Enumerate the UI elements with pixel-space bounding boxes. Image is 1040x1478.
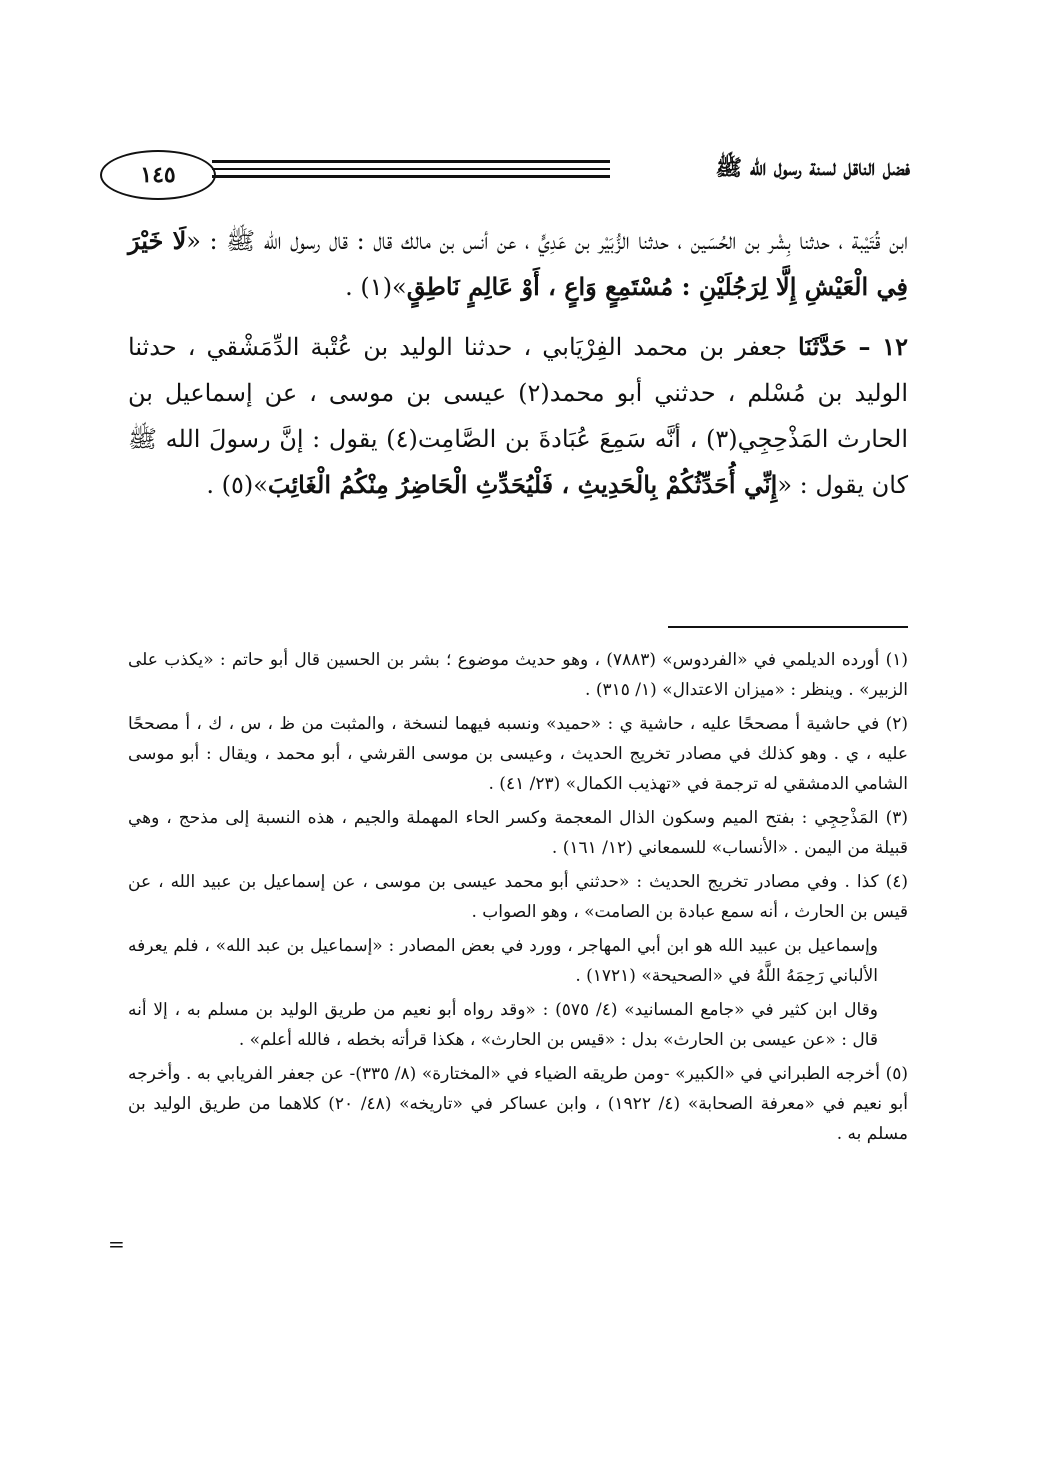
footnote-4-continued: وقال ابن كثير في «جامع المسانيد» (٤/ ٥٧٥) : «وقد رواه أبو نعيم من طريق الوليد بن مسلم به ، إلا أنه قال : «عن عيسى بن الحارث» بدل : «قيس بن الحارث» ، هكذا قرأته بخطه ، فالله أعلم» . — [128, 1000, 879, 1050]
hadith-number: ١٢ – حَدَّثَنَا — [798, 332, 908, 361]
paragraph-1 — [128, 218, 908, 310]
main-text — [128, 218, 908, 522]
footnote-separator — [668, 626, 908, 628]
p2-text-a: جعفر بن محمد الفِرْيَابي ، حدثنا الوليد بن عُتْبة الدِّمَشْقي ، حدثنا الوليد بن مُسْلم ، حدثني أبو محمد(٢) عيسى بن موسى ، عن إسماعيل بن الحارث المَذْحِجِي(٣) ، أنَّه سَمِعَ عُبَادةَ بن الصَّامِت(٤) يقول : إنَّ رسولَ الله ﷺ كان يقول : « — [128, 333, 908, 499]
p1-text-a: ابن قُتَيْبة ، حدثنا بِشْر بن الحُسَين ، حدثنا الزُّبَيْر بن عَدِيٍّ ، عن أنس بن مالك قال : قال رسول الله ﷺ : « — [186, 227, 908, 255]
hadith-text-2: إِنِّي أُحَدِّثُكُمْ بِالْحَدِيثِ ، فَلْيُحَدِّثِ الْحَاضِرُ مِنْكُمُ الْغَائِبَ — [267, 470, 778, 499]
header-rule-line — [212, 160, 610, 163]
header-rule — [212, 160, 610, 183]
footnote-3: (٣) المَذْحِجِي : بفتح الميم وسكون الذال المعجمة وكسر الحاء المهملة والجيم ، هذه النسبة إلى مذحج ، وهي قبيلة من اليمن . «الأنساب» للسمعاني (١٢/ ١٦١) . — [128, 808, 908, 858]
footnote-4: (٤) كذا . وفي مصادر تخريج الحديث : «حدثني أبو محمد عيسى بن موسى ، عن إسماعيل بن عبيد الله ، عن قيس بن الحارث ، أنه سمع عبادة بن الصامت» ، وهو الصواب . — [128, 872, 908, 922]
header-rule-line — [212, 168, 610, 170]
header-rule-line — [212, 175, 610, 178]
paragraph-12 — [128, 324, 908, 508]
page-header — [100, 150, 910, 202]
footnote-5: (٥) أخرجه الطبراني في «الكبير» -ومن طريقه الضياء في «المختارة» (٨/ ٣٣٥)- عن جعفر الفريابي به . وأخرجه أبو نعيم في «معرفة الصحابة» (٤/ ١٩٢٢) ، وابن عساكر في «تاريخه» (٤٨/ ٢٠) كلاهما من طريق الوليد بن مسلم به . — [128, 1064, 908, 1144]
p2-text-b: »(٥) . — [206, 471, 268, 499]
page-number-oval: ١٤٥ — [100, 150, 216, 200]
footnotes — [128, 645, 908, 1153]
p1-text-b: »(١) . — [345, 273, 407, 301]
running-title: فضل الناقل لسنة رسول الله ﷺ — [715, 155, 910, 181]
hadith-text-1: لَا خَيْرَ فِي الْعَيْشِ إِلَّا لِرَجُلَيْنِ : مُسْتَمِعٍ وَاعٍ ، أَوْ عَالِمٍ نَاطِقٍ — [128, 226, 908, 301]
footnote-1: (١) أورده الديلمي في «الفردوس» (٧٨٨٣) ، وهو حديث موضوع ؛ بشر بن الحسين قال أبو حاتم : «يكذب على الزبير» . وينظر : «ميزان الاعتدال» (١/ ٣١٥) . — [128, 650, 908, 700]
footnote-4-continued: وإسماعيل بن عبيد الله هو ابن أبي المهاجر ، وورد في بعض المصادر : «إسماعيل بن عبد الله» ، فلم يعرفه الألباني رَحِمَهُ اللَّهُ في «الصحيحة» (١٧٢١) . — [128, 936, 878, 986]
continuation-mark: = — [108, 1232, 125, 1256]
footnote-2: (٢) في حاشية أ مصححًا عليه ، حاشية ي : «حميد» ونسبه فيهما لنسخة ، والمثبت من ظ ، س ، ك ، أ مصححًا عليه ، ي . وهو كذلك في مصادر تخريج الحديث ، وعيسى بن موسى القرشي ، أبو محمد ، ويقال : أبو موسى الشامي الدمشقي له ترجمة في «تهذيب الكمال» (٢٣/ ٤١) . — [128, 714, 908, 794]
